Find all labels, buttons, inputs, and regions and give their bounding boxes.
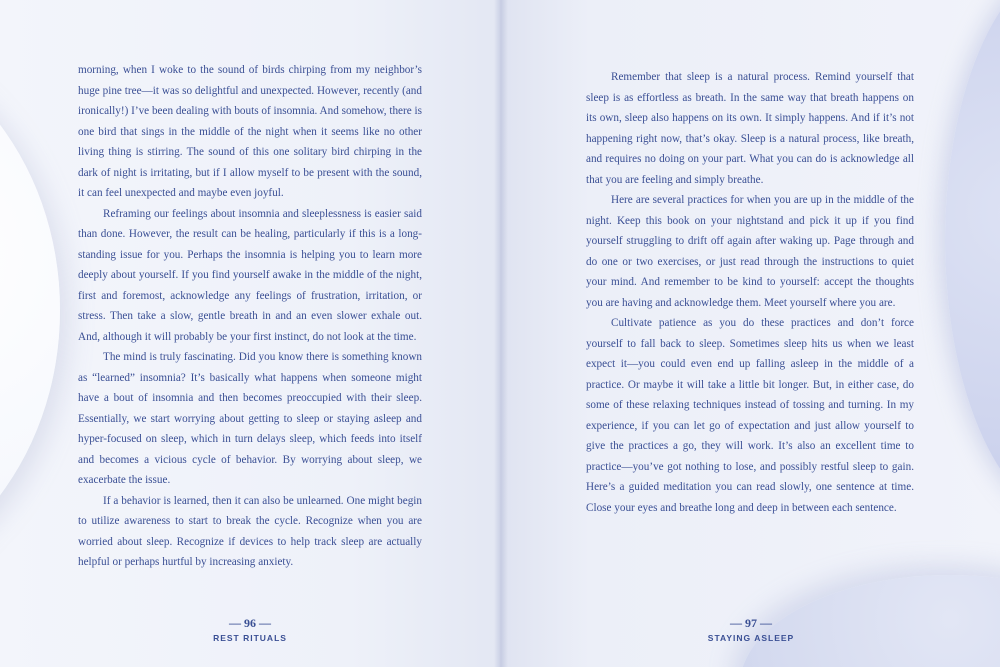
running-title: REST RITUALS (213, 633, 287, 643)
body-paragraph: If a behavior is learned, then it can also be unlearned. One might begin to utilize awareness to start to break the cycle. Recognize when you are worried about sleep. Recognize if devices to help track sleep are actually helpful or perhaps hurtful by increasing anxiety. (78, 494, 422, 568)
decorative-blob-shape (945, 0, 1000, 520)
body-paragraph: Reframing our feelings about insomnia and sleeplessness is easier said than done. However, the result can be healing, particularly if this is a long-standing issue for you. Perhaps the insomnia is helping you to learn more deeply about yourself. If you find yourself awake in the middle of the night, first and foremost, acknowledge any feelings of frustration, irritation, or stress. Then take a slow, gentle breath in and an even slower exhale out. And, although it will probably be your first instinct, do not look at the time. (78, 207, 422, 343)
page-number: — 96 — (229, 616, 271, 630)
right-page-body (586, 67, 914, 518)
body-paragraph: Cultivate patience as you do these practices and don’t force yourself to fall back to sleep. Sometimes sleep hits us when we least expect it—you could even end up falling asleep in the middle of a practice. Or maybe it will take a little bit longer. But, in either case, do some of these relaxing techniques instead of tossing and turning. In my experience, if you can let go of expectation and just allow yourself to give the practices a go, they will work. It’s also an excellent time to practice—you’ve got nothing to lose, and possibly restful sleep to gain. Here’s a guided meditation you can read slowly, one sentence at time. Close your eyes and breathe long and deep in between each sentence. (586, 317, 914, 514)
right-page (500, 0, 1000, 667)
body-paragraph: The mind is truly fascinating. Did you know there is something known as “learned” insomnia? It’s basically what happens when someone might have a bout of insomnia and then becomes preoccupied with their sleep. Essentially, we start worrying about getting to sleep or staying asleep and hyper-focused on sleep, which in turn delays sleep, which feeds into itself and becomes a vicious cycle of behavior. By worrying about sleep, we exacerbate the issue. (78, 351, 422, 486)
running-title: STAYING ASLEEP (707, 633, 795, 643)
right-page-footer (671, 615, 831, 645)
book-gutter-shadow (494, 0, 508, 667)
body-paragraph: Here are several practices for when you are up in the middle of the night. Keep this book on your nightstand and pick it up if you find yourself struggling to drift off again after waking up. Page through and do one or two exercises, or just read through the instructions to quiet your mind. And remember to be kind to yourself: accept the thoughts you are having and acknowledge them. Meet yourself where you are. (586, 194, 914, 309)
body-paragraph: morning, when I woke to the sound of birds chirping from my neighbor’s huge pine tree—it was so delightful and unexpected. However, recently (and ironically!) I’ve been dealing with bouts of insomnia. And somehow, there is one bird that sings in the middle of the night when it seems like no other living thing is stirring. The sound of this one solitary bird chirping in the dark of night is irritating, but if I allow myself to be present with the sound, it can feel unexpected and maybe even joyful. (78, 64, 422, 199)
page-number: — 97 — (730, 616, 772, 630)
left-page-body (78, 60, 422, 573)
body-paragraph: Remember that sleep is a natural process. Remind yourself that sleep is as effortless as breath. In the same way that breath happens on its own, sleep also happens on its own. It simply happens. And if it’s not happening right now, that’s okay. Sleep is a natural process, like breath, and requires no doing on your part. What you can do is acknowledge all that you are feeling and simply breathe. (586, 71, 914, 186)
decorative-blob-shape (0, 30, 60, 590)
left-page-footer (170, 615, 330, 645)
